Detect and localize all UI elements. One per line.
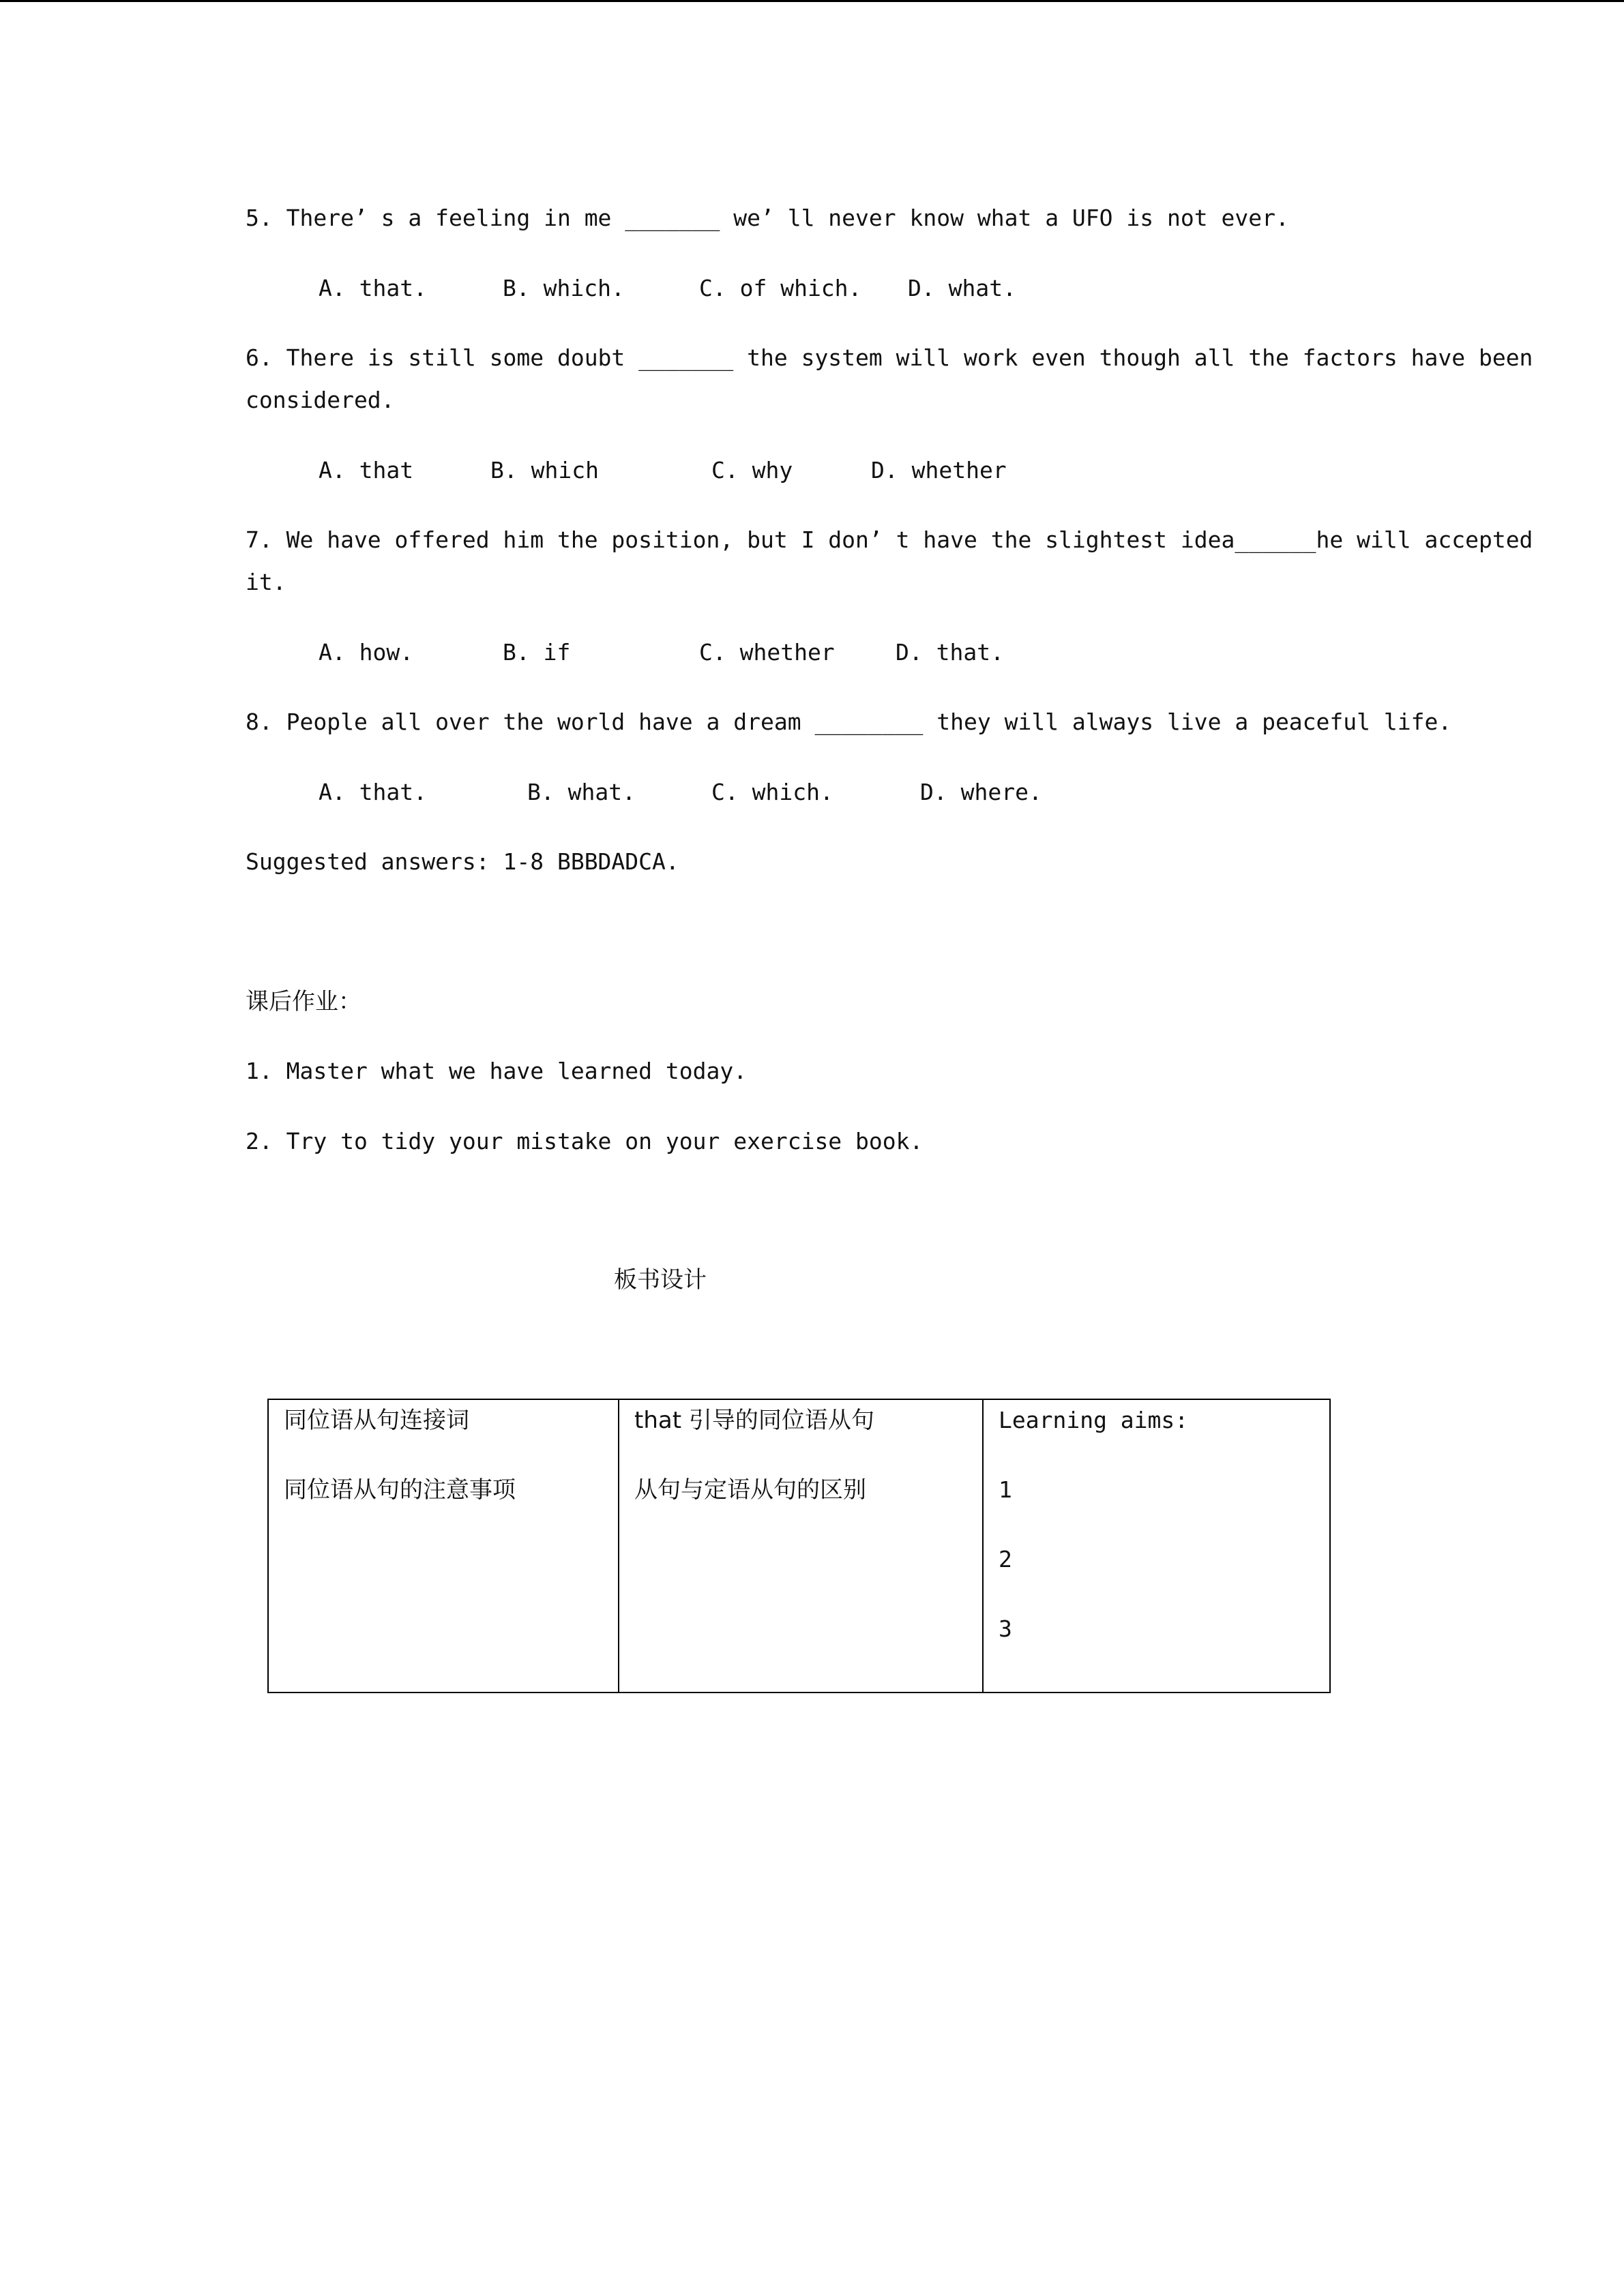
board-col1-item: 同位语从句的注意事项	[284, 1476, 516, 1504]
question-5-option-c: C. of which.	[699, 275, 862, 301]
question-6-option-a: A. that	[319, 457, 414, 483]
board-col2-item: 从句与定语从句的区别	[634, 1476, 866, 1504]
board-col2-item: that 引导的同位语从句	[634, 1407, 874, 1434]
question-5-option-a: A. that.	[319, 275, 427, 301]
homework-title: 课后作业：	[246, 988, 361, 1015]
learning-aim-item: 1	[999, 1476, 1012, 1503]
question-7-continued: it.	[246, 569, 286, 595]
question-7-option-a: A. how.	[319, 639, 414, 666]
learning-aims-label: Learning aims:	[999, 1407, 1189, 1433]
suggested-answers: Suggested answers: 1-8 BBBDADCA.	[246, 848, 679, 875]
question-7-option-c: C. whether	[699, 639, 835, 666]
board-column-1	[268, 1399, 619, 1693]
question-8-option-a: A. that.	[319, 779, 427, 805]
question-7-option-d: D. that.	[896, 639, 1004, 666]
question-5-option-b: B. which.	[503, 275, 625, 301]
homework-item-2: 2. Try to tidy your mistake on your exercise book.	[246, 1128, 924, 1154]
question-6-option-c: C. why	[711, 457, 793, 483]
question-8-option-d: D. where.	[920, 779, 1042, 805]
question-6: 6. There is still some doubt _______ the system will work even though all the factors have been	[246, 344, 1533, 371]
question-8-option-b: B. what.	[527, 779, 636, 805]
board-col1-item: 同位语从句连接词	[284, 1407, 469, 1434]
question-6-option-b: B. which	[490, 457, 599, 483]
board-design-table	[267, 1399, 1329, 1678]
question-6-continued: considered.	[246, 387, 395, 413]
homework-item-1: 1. Master what we have learned today.	[246, 1058, 748, 1084]
page-top-border	[0, 0, 1624, 2]
learning-aim-item: 2	[999, 1546, 1012, 1572]
question-5-option-d: D. what.	[908, 275, 1016, 301]
board-column-3	[983, 1399, 1330, 1693]
question-7-option-b: B. if	[503, 639, 571, 666]
board-column-2	[619, 1399, 983, 1693]
question-8: 8. People all over the world have a dream ________ they will always live a peaceful life.	[246, 709, 1452, 735]
question-5: 5. There’ s a feeling in me _______ we’ ll never know what a UFO is not ever.	[246, 205, 1289, 231]
question-6-option-d: D. whether	[871, 457, 1007, 483]
question-7: 7. We have offered him the position, but I don’ t have the slightest idea______he will accepted	[246, 526, 1533, 553]
question-8-option-c: C. which.	[711, 779, 833, 805]
board-design-title: 板书设计	[614, 1266, 707, 1294]
learning-aim-item: 3	[999, 1615, 1012, 1642]
